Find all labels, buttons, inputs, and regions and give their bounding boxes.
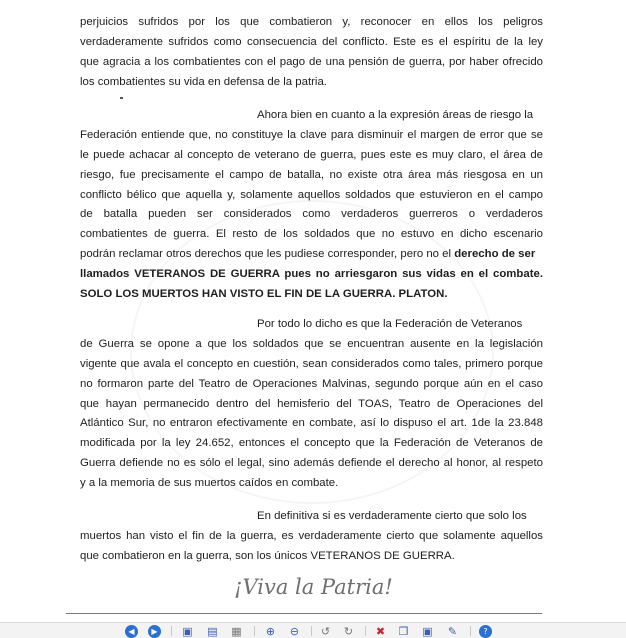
paragraph-4	[80, 507, 543, 567]
fit-width-icon[interactable]: ▤	[207, 625, 218, 638]
toolbar-separator	[311, 626, 312, 636]
actual-size-icon[interactable]: ▦	[231, 625, 242, 638]
paragraph-1	[80, 13, 543, 93]
text-line: que agracia a los combatientes con el pago de una pensión de guerra, por haber ofrecido	[80, 55, 543, 68]
text-line: conflicto bélico que aquella y, solamente aquellos soldados que estuvieron en el campo	[80, 188, 543, 201]
rotate-left-icon[interactable]: ↺	[320, 625, 331, 638]
back-icon[interactable]: ◀	[125, 625, 138, 638]
text-line: Por todo lo dicho es que la Federación de Veteranos	[257, 318, 523, 330]
text-line: que hayan permanecido dentro del hemisferio del TOAS, Teatro de Operaciones del	[80, 397, 543, 410]
text-line: modificada por la ley 24.652, entonces el concepto que la Federación de Veteranos de	[80, 437, 543, 450]
copy-icon[interactable]: ❐	[398, 625, 409, 638]
closing-slogan: ¡Viva la Patria!	[234, 575, 393, 599]
rotate-right-icon[interactable]: ↻	[343, 625, 354, 638]
text-line	[80, 245, 543, 265]
text-segment: podrán reclamar otros derechos que les pudiese corresponder, pero no el	[80, 248, 455, 261]
help-icon[interactable]: ?	[479, 625, 492, 638]
delete-icon[interactable]: ✖	[375, 625, 386, 638]
forward-icon[interactable]: ▶	[148, 625, 161, 638]
toolbar-separator	[254, 626, 255, 636]
text-line: los combatientes su vida en defensa de la patria.	[80, 75, 327, 88]
text-line: y a la memoria de sus muertos caídos en combate.	[80, 477, 339, 490]
text-line: riesgo, fue precisamente el campo de batalla, no existe otra área más riesgosa en un	[80, 168, 543, 181]
text-line: verdaderamente sufridos como consecuencia del conflicto. Este es el espíritu de la ley	[80, 35, 543, 48]
text-line: perjuicios sufridos por los que combatieron y, reconocer en ellos los peligros	[80, 16, 543, 28]
viewer-toolbar	[0, 622, 626, 638]
text-line: no formaron parte del Teatro de Operaciones Malvinas, segundo porque aún en el caso	[80, 377, 543, 390]
text-line: En definitiva si es verdaderamente cierto que solo los	[257, 510, 527, 522]
text-line: de batalla pueden ser considerados como verdaderos guerreros o verdaderos	[80, 208, 543, 221]
text-line: combatientes de guerra. El resto de los soldados que no estuvo en dicho escenario	[80, 228, 543, 241]
text-line: Federación entiende que, no constituye la clave para disminuir el margen de error que se	[80, 128, 543, 141]
text-line: vigente que avala el concepto en cuestión, sean considerados como tales, primero porque	[80, 357, 543, 370]
text-line: muertos han visto el fin de la guerra, es verdaderamente cierto que solamente aquellos	[80, 529, 543, 542]
scan-speck	[120, 97, 123, 99]
edit-icon[interactable]: ✎	[447, 625, 458, 638]
zoom-in-icon[interactable]: ⊕	[265, 625, 276, 638]
bold-text: derecho de ser	[454, 248, 536, 261]
text-line: Guerra defiende no es sólo el legal, sino además defiende el derecho al honor, al respeto	[80, 457, 543, 470]
toolbar-separator	[470, 626, 471, 636]
text-line: que combatieron en la guerra, son los únicos VETERANOS DE GUERRA.	[80, 549, 455, 562]
paragraph-3	[80, 315, 543, 494]
save-icon[interactable]: ▣	[422, 625, 433, 638]
toolbar-separator	[171, 626, 172, 636]
text-line: Atlántico Sur, no entraron efectivamente en combate, así lo dispuso el art. 1de la 23.848	[80, 417, 543, 430]
bold-text-line: llamados VETERANOS DE GUERRA pues no arriesgaron sus vidas en el combate.	[80, 268, 543, 281]
toolbar-separator	[365, 626, 366, 636]
fit-page-icon[interactable]: ▣	[182, 625, 193, 638]
text-line: de Guerra se opone a que los soldados que se encuentran ausente en la legislación	[80, 337, 543, 350]
bottom-divider	[66, 613, 542, 614]
text-line: Ahora bien en cuanto a la expresión áreas de riesgo la	[257, 109, 534, 121]
platon-quote: SOLO LOS MUERTOS HAN VISTO EL FIN DE LA GUERRA. PLATON.	[80, 288, 448, 301]
zoom-out-icon[interactable]: ⊖	[289, 625, 300, 638]
paragraph-2	[80, 106, 543, 305]
text-line: le puede achacar al concepto de veterano de guerra, pues este es muy claro, el área de	[80, 148, 543, 161]
